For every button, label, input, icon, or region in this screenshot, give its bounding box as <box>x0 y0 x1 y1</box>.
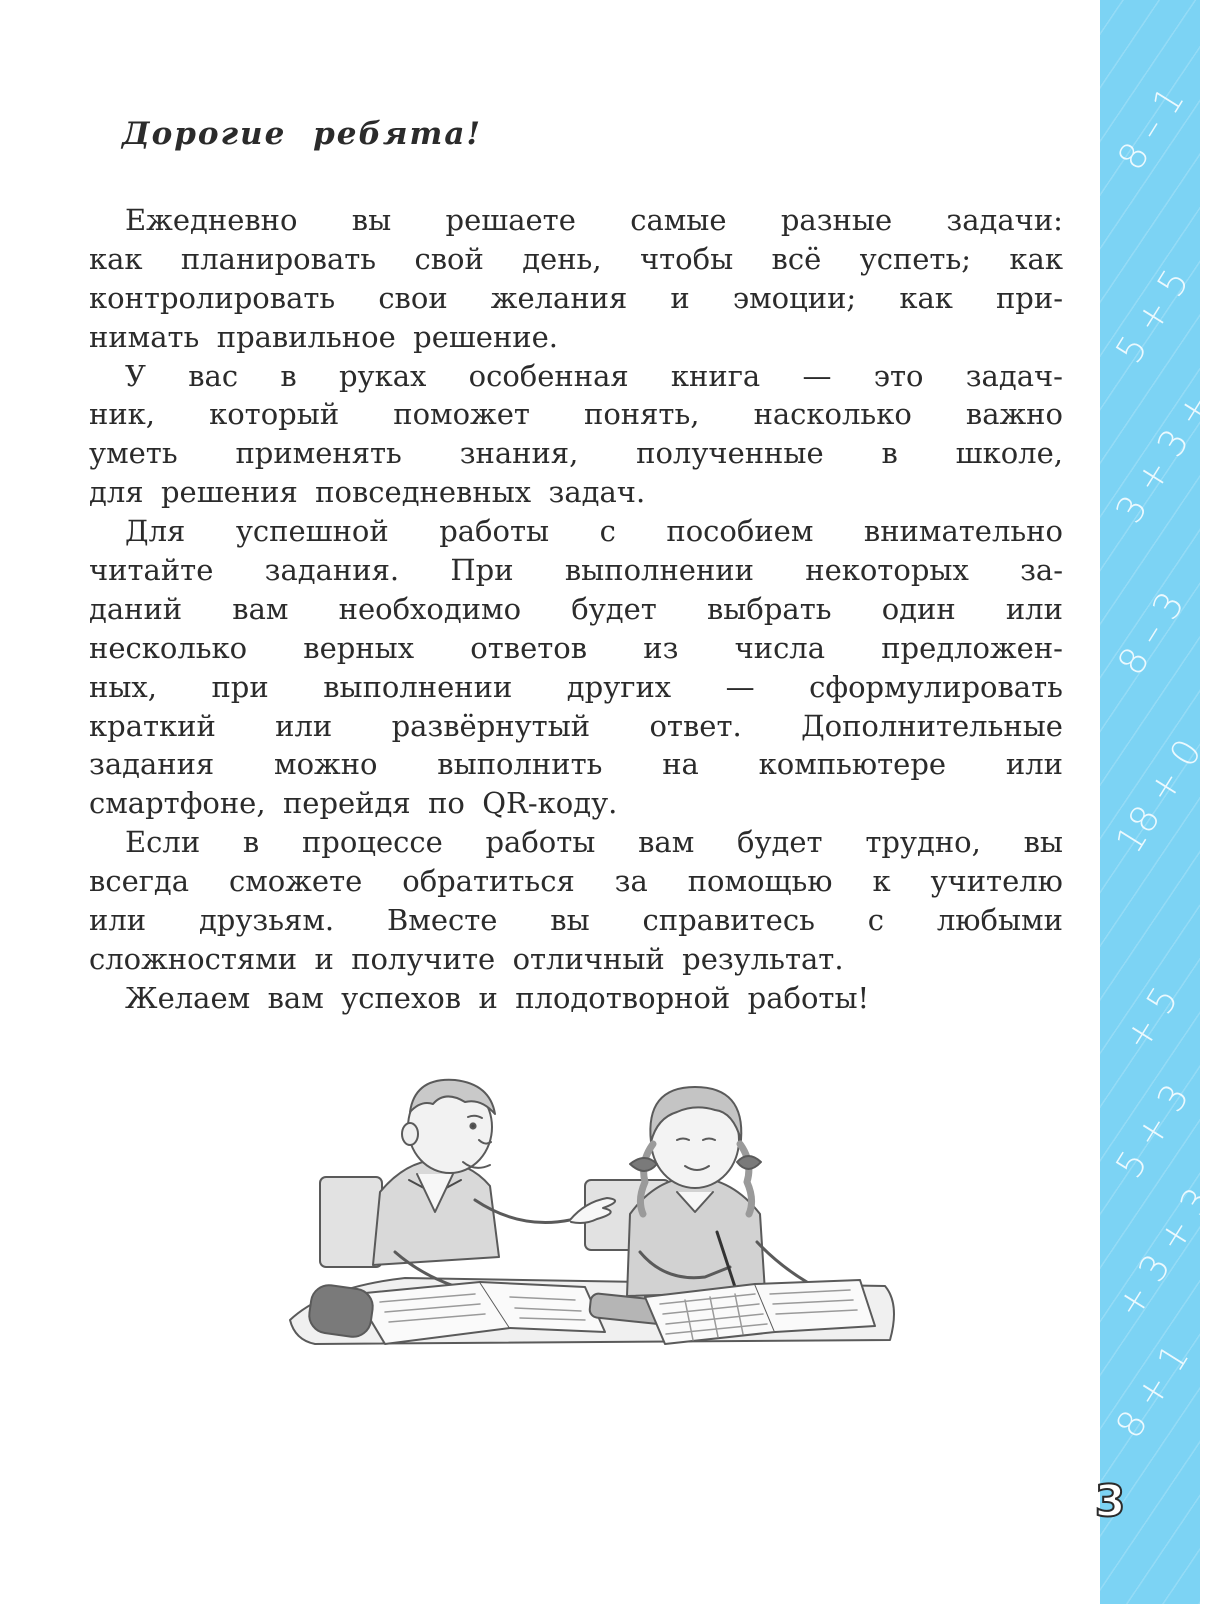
word: полученные <box>636 436 824 471</box>
word: или <box>1005 591 1063 626</box>
word: успешной <box>235 514 389 549</box>
word: самые <box>630 203 727 237</box>
word: внимательно <box>863 514 1063 549</box>
text-line <box>89 745 1063 784</box>
text-line <box>89 240 1063 279</box>
word: успеть; <box>859 241 972 276</box>
word: в <box>242 825 260 860</box>
word: даний <box>89 591 183 626</box>
text-line <box>89 201 1063 240</box>
word: других <box>566 669 672 704</box>
margin-math-expression: 3 + 3 + <box>1107 385 1220 531</box>
word: по <box>428 786 465 821</box>
word: читайте <box>89 553 214 588</box>
text-line <box>89 318 1063 357</box>
word: Желаем <box>125 980 251 1015</box>
page-heading: Дорогие ребята! <box>122 116 483 152</box>
word: это <box>873 358 924 393</box>
two-schoolchildren-at-desk-illustration <box>285 1082 925 1407</box>
word: задания. <box>264 553 400 588</box>
margin-math-expression: 5 + 5 <box>1107 261 1198 371</box>
text-line <box>89 357 1063 396</box>
word: числа <box>734 630 826 665</box>
text-line <box>89 784 1063 823</box>
word: при <box>211 669 269 704</box>
word: на <box>662 747 699 782</box>
word: для <box>89 475 144 510</box>
word: справитесь <box>642 903 815 938</box>
word: смартфоне, <box>89 786 266 821</box>
word: руках <box>338 358 427 393</box>
word: как <box>1009 241 1063 276</box>
word: и <box>478 980 498 1015</box>
word: как <box>899 280 953 315</box>
word: Дополнительные <box>801 708 1063 743</box>
word: за- <box>1020 553 1063 588</box>
text-line <box>89 512 1063 551</box>
word: применять <box>235 436 402 471</box>
word: важно <box>965 397 1063 432</box>
word: и <box>670 280 690 315</box>
word: предложен- <box>881 630 1063 665</box>
word: особенная <box>468 358 629 393</box>
word: вы <box>550 903 590 938</box>
margin-math-expression: 8 – 1 <box>1109 79 1193 178</box>
word: повседневных <box>315 475 532 510</box>
word: знания, <box>459 436 579 471</box>
word: свои <box>378 280 448 315</box>
word: любыми <box>936 903 1063 938</box>
word: ник, <box>89 397 156 432</box>
word: процессе <box>301 825 443 860</box>
text-line <box>89 901 1063 940</box>
word: вам <box>232 591 289 626</box>
word: всё <box>771 241 822 276</box>
word: выполнить <box>437 747 603 782</box>
word: ответов <box>470 630 588 665</box>
word: с <box>867 903 884 938</box>
word: в <box>280 358 297 393</box>
text-line <box>89 590 1063 629</box>
word: всегда <box>89 864 190 899</box>
word: Вместе <box>386 903 498 938</box>
word: при- <box>995 280 1063 315</box>
word: поможет <box>393 397 530 432</box>
word: с <box>599 514 616 549</box>
word: задачи: <box>946 203 1063 237</box>
word: перейдя <box>282 786 411 821</box>
word: получите <box>351 941 496 976</box>
word: можно <box>274 747 378 782</box>
word: правильное <box>216 319 396 354</box>
word: будет <box>737 825 823 860</box>
text-line <box>89 823 1063 862</box>
word: При <box>450 553 514 588</box>
text-line <box>89 979 1063 1018</box>
word: вам <box>638 825 695 860</box>
word: верных <box>303 630 415 665</box>
text-line <box>89 862 1063 901</box>
word: вам <box>267 980 324 1015</box>
word: как <box>89 241 143 276</box>
text-line <box>89 707 1063 746</box>
word: друзьям. <box>198 903 335 938</box>
word: эмоции; <box>732 280 857 315</box>
word: выполнении <box>323 669 513 704</box>
word: краткий <box>89 708 216 743</box>
word: задач. <box>548 475 646 510</box>
page-number: 3 <box>1094 1476 1126 1527</box>
word: некоторых <box>805 553 969 588</box>
word: отличный <box>512 941 665 976</box>
word: вас <box>188 358 239 393</box>
word: ных, <box>89 669 157 704</box>
word: чтобы <box>639 241 734 276</box>
word: или <box>1005 747 1063 782</box>
word: ответ. <box>649 708 742 743</box>
word: за <box>614 864 648 899</box>
word: QR-коду. <box>482 786 618 821</box>
word: работы <box>485 825 596 860</box>
margin-math-expression: 18 + 0 <box>1107 731 1211 861</box>
word: работы <box>439 514 550 549</box>
text-line <box>89 940 1063 979</box>
word: разные <box>780 203 893 237</box>
margin-math-expression: + 3 + 3 <box>1107 1180 1220 1326</box>
word: задач- <box>965 358 1063 393</box>
word: желания <box>490 280 628 315</box>
word: или <box>275 708 333 743</box>
word: развёрнутый <box>391 708 591 743</box>
word: сможете <box>229 864 363 899</box>
word: компьютере <box>758 747 947 782</box>
word: необходимо <box>338 591 522 626</box>
margin-math-expression: 5 + 3 <box>1107 1076 1198 1186</box>
word: свой <box>414 241 484 276</box>
word: Если <box>125 825 201 860</box>
word: школе, <box>955 436 1063 471</box>
text-line <box>89 551 1063 590</box>
word: выполнении <box>564 553 754 588</box>
word: пособием <box>666 514 814 549</box>
word: один <box>881 591 956 626</box>
word: помощью <box>687 864 833 899</box>
text-line <box>89 629 1063 668</box>
word: книга <box>670 358 761 393</box>
text-line <box>89 668 1063 707</box>
word: контролировать <box>89 280 336 315</box>
text-line <box>89 395 1063 434</box>
word: — <box>725 669 755 704</box>
word: обратиться <box>402 864 575 899</box>
word: или <box>89 903 147 938</box>
text-line <box>89 473 1063 512</box>
word: из <box>643 630 679 665</box>
word: задания <box>89 747 215 782</box>
margin-math-expression: 8 + 1 <box>1107 1336 1198 1446</box>
margin-math-expression: 8 – 3 <box>1109 584 1193 683</box>
text-line <box>89 434 1063 473</box>
word: и <box>314 941 334 976</box>
word: будет <box>571 591 657 626</box>
word: вы <box>1023 825 1063 860</box>
word: решение. <box>413 319 559 354</box>
word: который <box>209 397 340 432</box>
word: У <box>125 358 146 393</box>
margin-math-expression: + 5 <box>1115 978 1187 1059</box>
word: сформулировать <box>809 669 1063 704</box>
word: решаете <box>445 203 576 237</box>
word: день, <box>522 241 602 276</box>
word: — <box>802 358 832 393</box>
word: вы <box>351 203 392 237</box>
word: Ежедневно <box>125 203 298 237</box>
word: Для <box>125 514 186 549</box>
word: к <box>872 864 891 899</box>
word: насколько <box>753 397 912 432</box>
word: успехов <box>341 980 462 1015</box>
word: в <box>881 436 898 471</box>
word: выбрать <box>706 591 832 626</box>
word: уметь <box>89 436 178 471</box>
word: планировать <box>180 241 377 276</box>
word: сложностями <box>89 941 298 976</box>
word: плодотворной <box>515 980 731 1015</box>
word: несколько <box>89 630 248 665</box>
word: трудно, <box>865 825 981 860</box>
word: результат. <box>682 941 844 976</box>
word: понять, <box>584 397 700 432</box>
text-line <box>89 279 1063 318</box>
word: нимать <box>89 319 200 354</box>
intro-text <box>89 201 1063 1018</box>
word: учителю <box>930 864 1063 899</box>
word: решения <box>160 475 298 510</box>
word: работы! <box>747 980 870 1015</box>
